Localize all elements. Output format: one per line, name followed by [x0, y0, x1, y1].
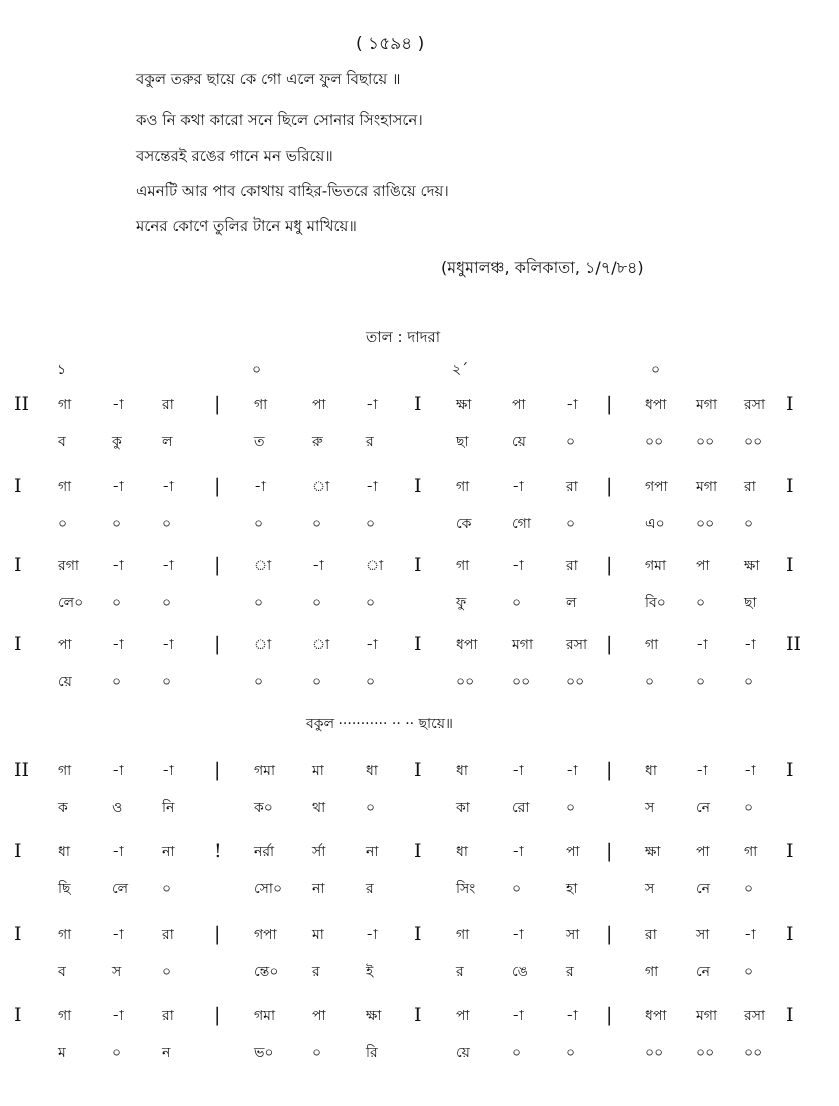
- swara-cell: গা: [254, 397, 268, 413]
- lyric-cell: ০: [696, 595, 706, 611]
- tala-label: তাল : দাদরা: [366, 328, 441, 346]
- swara-cell: রা: [566, 479, 578, 495]
- swara-cell: ক্ষা: [366, 1008, 382, 1024]
- bar-line: I: [414, 923, 422, 945]
- lyric-cell: ০: [744, 881, 754, 897]
- lyric-cell: কু: [112, 434, 122, 450]
- swara-cell: -া: [566, 763, 578, 779]
- lyric-cell: রি: [366, 1045, 378, 1061]
- bar-line-start: II: [14, 759, 30, 781]
- lyric-cell: ফু: [456, 595, 467, 611]
- swara-cell: পা: [58, 637, 72, 653]
- lyric-cell: ০: [366, 674, 376, 690]
- verse-line-5: মনের কোণে তুলির টানে মধু মাখিয়ে॥: [136, 217, 357, 235]
- swara-cell: -া: [512, 763, 524, 779]
- bar-line: |: [214, 475, 221, 497]
- page-title: ( ১৫৯৪ ): [356, 34, 425, 54]
- swara-cell: পা: [566, 844, 580, 860]
- lyric-cell: এ০: [645, 516, 665, 532]
- lyric-cell: ল: [566, 595, 577, 611]
- lyric-cell: ০: [645, 674, 655, 690]
- swara-cell: ধা: [58, 844, 70, 860]
- lyric-cell: ০: [254, 595, 264, 611]
- swara-cell: গমা: [645, 558, 667, 574]
- lyric-cell: ০: [312, 674, 322, 690]
- swara-cell: গা: [58, 1008, 72, 1024]
- lyric-cell: ব: [58, 964, 66, 980]
- lyric-cell: ০: [312, 516, 322, 532]
- swara-cell: রসা: [744, 1008, 766, 1024]
- swara-cell: -া: [112, 927, 124, 943]
- swara-cell: -া: [744, 763, 756, 779]
- swara-cell: গা: [744, 844, 758, 860]
- swara-cell: গা: [456, 927, 470, 943]
- lyric-cell: ০: [58, 516, 68, 532]
- swara-cell: রা: [566, 558, 578, 574]
- beat-mark-3: ২´: [452, 362, 469, 378]
- swara-cell: ধপা: [645, 1008, 667, 1024]
- bar-line: I: [414, 393, 422, 415]
- lyric-cell: ০: [112, 516, 122, 532]
- bar-line-start: I: [14, 475, 22, 497]
- swara-cell: পা: [696, 558, 710, 574]
- swara-cell: না: [162, 844, 175, 860]
- beat-mark-1: ১: [57, 362, 67, 378]
- bar-line: |: [606, 554, 613, 576]
- lyric-cell: য়ে: [58, 674, 72, 690]
- swara-cell: গা: [456, 558, 470, 574]
- lyric-cell: ০: [566, 800, 576, 816]
- lyric-cell: ০: [312, 595, 322, 611]
- swara-cell: মা: [312, 763, 324, 779]
- lyric-cell: ০: [112, 1045, 122, 1061]
- swara-cell: -া: [512, 844, 524, 860]
- swara-cell: -া: [744, 637, 756, 653]
- lyric-cell: নি: [162, 800, 175, 816]
- lyric-cell: ০০: [645, 1045, 664, 1061]
- swara-cell: ধা: [645, 763, 657, 779]
- swara-cell: -া: [512, 558, 524, 574]
- swara-cell: পা: [456, 1008, 470, 1024]
- verse-line-4: এমনটি আর পাব কোথায় বাহির-ভিতরে রাঙিয়ে দেয়।: [136, 182, 449, 200]
- lyric-cell: ০: [162, 516, 172, 532]
- bar-line-start: I: [14, 633, 22, 655]
- swara-cell: মগা: [696, 397, 718, 413]
- bar-line: I: [414, 840, 422, 862]
- lyric-cell: ন্তে০: [254, 964, 279, 980]
- swara-cell: ক্ষা: [744, 558, 760, 574]
- swara-cell: -া: [112, 558, 124, 574]
- swara-cell: -া: [112, 637, 124, 653]
- bar-line: I: [414, 554, 422, 576]
- lyric-cell: লে০: [58, 595, 84, 611]
- song-credit: (মধুমালঞ্চ, কলিকাতা, ১/৭/৮৪): [441, 258, 644, 277]
- swara-cell: -া: [254, 479, 266, 495]
- lyric-cell: ০: [312, 1045, 322, 1061]
- lyric-cell: ক: [58, 800, 68, 816]
- lyric-cell: স: [645, 881, 655, 897]
- swara-cell: -া: [366, 637, 378, 653]
- lyric-cell: ই: [366, 964, 374, 980]
- bar-line-start: I: [14, 840, 22, 862]
- swara-cell: গা: [58, 763, 72, 779]
- lyric-cell: ০: [744, 800, 754, 816]
- bar-line: |: [606, 475, 613, 497]
- lyric-cell: ০: [254, 516, 264, 532]
- lyric-cell: ০০: [744, 1045, 763, 1061]
- lyric-cell: র: [456, 964, 464, 980]
- swara-cell: া: [366, 558, 384, 574]
- lyric-cell: ০: [744, 516, 754, 532]
- swara-cell: া: [312, 637, 330, 653]
- lyric-cell: নে: [696, 964, 711, 980]
- bar-line: |: [214, 633, 221, 655]
- lyric-cell: হা: [566, 881, 578, 897]
- swara-cell: গা: [58, 397, 72, 413]
- lyric-cell: ০: [512, 1045, 522, 1061]
- bar-line-end: I: [786, 475, 794, 497]
- swara-cell: রা: [162, 1008, 174, 1024]
- lyric-cell: ০: [696, 674, 706, 690]
- bar-line: I: [414, 475, 422, 497]
- swara-cell: না: [366, 844, 379, 860]
- lyric-cell: ০০: [696, 516, 715, 532]
- lyric-cell: স: [645, 800, 655, 816]
- swara-cell: রা: [645, 927, 657, 943]
- swara-cell: -া: [112, 479, 124, 495]
- swara-cell: -া: [696, 637, 708, 653]
- lyric-cell: ০০: [744, 434, 763, 450]
- lyric-cell: ভ০: [254, 1045, 274, 1061]
- lyric-cell: ০০: [566, 674, 585, 690]
- lyric-cell: কা: [456, 800, 470, 816]
- lyric-cell: ০০: [696, 434, 715, 450]
- bar-line-start: II: [14, 393, 30, 415]
- bar-line: |: [214, 554, 221, 576]
- swara-cell: রা: [744, 479, 756, 495]
- lyric-cell: ০: [366, 800, 376, 816]
- bar-line: |: [606, 1004, 613, 1026]
- bar-line: |: [606, 923, 613, 945]
- swara-cell: ধপা: [456, 637, 478, 653]
- bar-line: |: [214, 393, 221, 415]
- lyric-cell: লে: [112, 881, 129, 897]
- swara-cell: -া: [112, 1008, 124, 1024]
- lyric-cell: থা: [312, 800, 326, 816]
- lyric-cell: ম: [58, 1045, 66, 1061]
- swara-cell: -া: [162, 558, 174, 574]
- lyric-cell: নে: [696, 800, 711, 816]
- swara-cell: গা: [456, 479, 470, 495]
- lyric-cell: ০: [744, 964, 754, 980]
- swara-cell: -া: [366, 397, 378, 413]
- bar-line-start: I: [14, 923, 22, 945]
- swara-cell: -া: [512, 479, 524, 495]
- swara-cell: -া: [162, 763, 174, 779]
- swara-cell: ক্ষা: [645, 844, 661, 860]
- lyric-cell: ০: [512, 595, 522, 611]
- swara-cell: পা: [312, 397, 326, 413]
- lyric-cell: ০: [744, 674, 754, 690]
- swara-cell: া: [254, 637, 272, 653]
- lyric-cell: ০: [566, 1045, 576, 1061]
- lyric-cell: রু: [312, 434, 323, 450]
- bar-line-end: II: [786, 633, 802, 655]
- lyric-cell: সো০: [254, 881, 283, 897]
- swara-cell: -া: [162, 637, 174, 653]
- swara-cell: গমা: [254, 1008, 276, 1024]
- swara-cell: ক্ষা: [456, 397, 472, 413]
- lyric-cell: গো: [512, 516, 531, 532]
- swara-cell: া: [312, 479, 330, 495]
- lyric-cell: য়ে: [512, 434, 526, 450]
- bar-line-end: I: [786, 923, 794, 945]
- swara-cell: ধা: [366, 763, 378, 779]
- swara-cell: -া: [366, 927, 378, 943]
- swara-cell: ধা: [456, 844, 468, 860]
- lyric-cell: না: [312, 881, 325, 897]
- lyric-cell: য়ে: [456, 1045, 470, 1061]
- lyric-cell: ছা: [744, 595, 757, 611]
- refrain-line: বকুল ··········· ·· ·· ছায়ে॥: [306, 716, 453, 732]
- swara-cell: গপা: [254, 927, 277, 943]
- lyric-cell: ০: [162, 674, 172, 690]
- bar-line: |: [214, 759, 221, 781]
- verse-line-1: বকুল তরুর ছায়ে কে গো এলে ফুল বিছায়ে ॥: [136, 70, 401, 88]
- verse-line-3: বসন্তেরই রঙের গানে মন ভরিয়ে॥: [136, 147, 333, 165]
- lyric-cell: স: [112, 964, 122, 980]
- swara-cell: গা: [58, 927, 72, 943]
- beat-mark-4: ০: [651, 362, 661, 378]
- lyric-cell: ০০: [456, 674, 475, 690]
- lyric-cell: র: [366, 434, 374, 450]
- swara-cell: -া: [566, 1008, 578, 1024]
- lyric-cell: ত: [254, 434, 265, 450]
- lyric-cell: রো: [512, 800, 530, 816]
- swara-cell: সা: [566, 927, 580, 943]
- lyric-cell: ০: [512, 881, 522, 897]
- swara-cell: -া: [312, 558, 324, 574]
- lyric-cell: কে: [456, 516, 472, 532]
- lyric-cell: ০০: [696, 1045, 715, 1061]
- swara-cell: রসা: [744, 397, 766, 413]
- lyric-cell: ০০: [645, 434, 664, 450]
- bar-line-start: I: [14, 554, 22, 576]
- bar-line: |: [214, 1004, 221, 1026]
- swara-cell: রগা: [58, 558, 79, 574]
- lyric-cell: ও: [112, 800, 123, 816]
- lyric-cell: ব: [58, 434, 66, 450]
- lyric-cell: ০: [254, 674, 264, 690]
- swara-cell: র্সা: [312, 844, 326, 860]
- swara-cell: -া: [112, 397, 124, 413]
- swara-cell: মগা: [696, 1008, 718, 1024]
- bar-line: |: [606, 633, 613, 655]
- swara-cell: মগা: [696, 479, 718, 495]
- bar-line-end: I: [786, 759, 794, 781]
- lyric-cell: নে: [696, 881, 711, 897]
- swara-cell: পা: [312, 1008, 326, 1024]
- lyric-cell: সিং: [456, 881, 476, 897]
- swara-cell: গপা: [645, 479, 668, 495]
- lyric-cell: ০: [366, 595, 376, 611]
- swara-cell: রা: [162, 397, 174, 413]
- swara-cell: -া: [112, 763, 124, 779]
- lyric-cell: র: [566, 964, 574, 980]
- lyric-cell: বি০: [645, 595, 666, 611]
- swara-cell: -া: [512, 1008, 524, 1024]
- lyric-cell: ন: [162, 1045, 171, 1061]
- swara-cell: পা: [512, 397, 526, 413]
- bar-line-end: I: [786, 554, 794, 576]
- swara-cell: -া: [162, 479, 174, 495]
- bar-line: I: [414, 759, 422, 781]
- swara-cell: মগা: [512, 637, 534, 653]
- lyric-cell: ০: [162, 595, 172, 611]
- lyric-cell: ০: [162, 964, 172, 980]
- lyric-cell: ০: [162, 881, 172, 897]
- swara-cell: রা: [162, 927, 174, 943]
- beat-mark-2: ০: [252, 362, 262, 378]
- lyric-cell: ল: [162, 434, 173, 450]
- swara-cell: -া: [512, 927, 524, 943]
- swara-cell: -া: [112, 844, 124, 860]
- bar-line-start: I: [14, 1004, 22, 1026]
- lyric-cell: ছি: [58, 881, 71, 897]
- lyric-cell: ০: [366, 516, 376, 532]
- bar-line: I: [414, 1004, 422, 1026]
- swara-cell: া: [254, 558, 272, 574]
- lyric-cell: র: [312, 964, 320, 980]
- lyric-cell: ০: [112, 674, 122, 690]
- swara-cell: পা: [696, 844, 710, 860]
- bar-line: |: [606, 759, 613, 781]
- bar-line: |: [606, 393, 613, 415]
- bar-line-end: I: [786, 393, 794, 415]
- swara-cell: -া: [696, 763, 708, 779]
- lyric-cell: ০: [566, 434, 576, 450]
- swara-cell: ধপা: [645, 397, 667, 413]
- bar-line: !: [214, 840, 222, 862]
- verse-line-2: কও নি কথা কারো সনে ছিলে সোনার সিংহাসনে।: [136, 111, 423, 129]
- lyric-cell: ঙে: [512, 964, 528, 980]
- swara-cell: -া: [566, 397, 578, 413]
- lyric-cell: র: [366, 881, 374, 897]
- swara-cell: নর্রা: [254, 844, 275, 860]
- bar-line: |: [606, 840, 613, 862]
- swara-cell: রসা: [566, 637, 588, 653]
- lyric-cell: ০০: [512, 674, 531, 690]
- bar-line: I: [414, 633, 422, 655]
- swara-cell: -া: [744, 927, 756, 943]
- lyric-cell: গা: [645, 964, 659, 980]
- swara-cell: সা: [696, 927, 710, 943]
- swara-cell: মা: [312, 927, 324, 943]
- bar-line: |: [214, 923, 221, 945]
- swara-cell: ধা: [456, 763, 468, 779]
- bar-line-end: I: [786, 840, 794, 862]
- swara-cell: গা: [645, 637, 659, 653]
- swara-cell: গা: [58, 479, 72, 495]
- swara-cell: -া: [366, 479, 378, 495]
- swara-cell: গমা: [254, 763, 276, 779]
- bar-line-end: I: [786, 1004, 794, 1026]
- lyric-cell: ছা: [456, 434, 469, 450]
- lyric-cell: ০: [566, 516, 576, 532]
- lyric-cell: ক০: [254, 800, 273, 816]
- lyric-cell: ০: [112, 595, 122, 611]
